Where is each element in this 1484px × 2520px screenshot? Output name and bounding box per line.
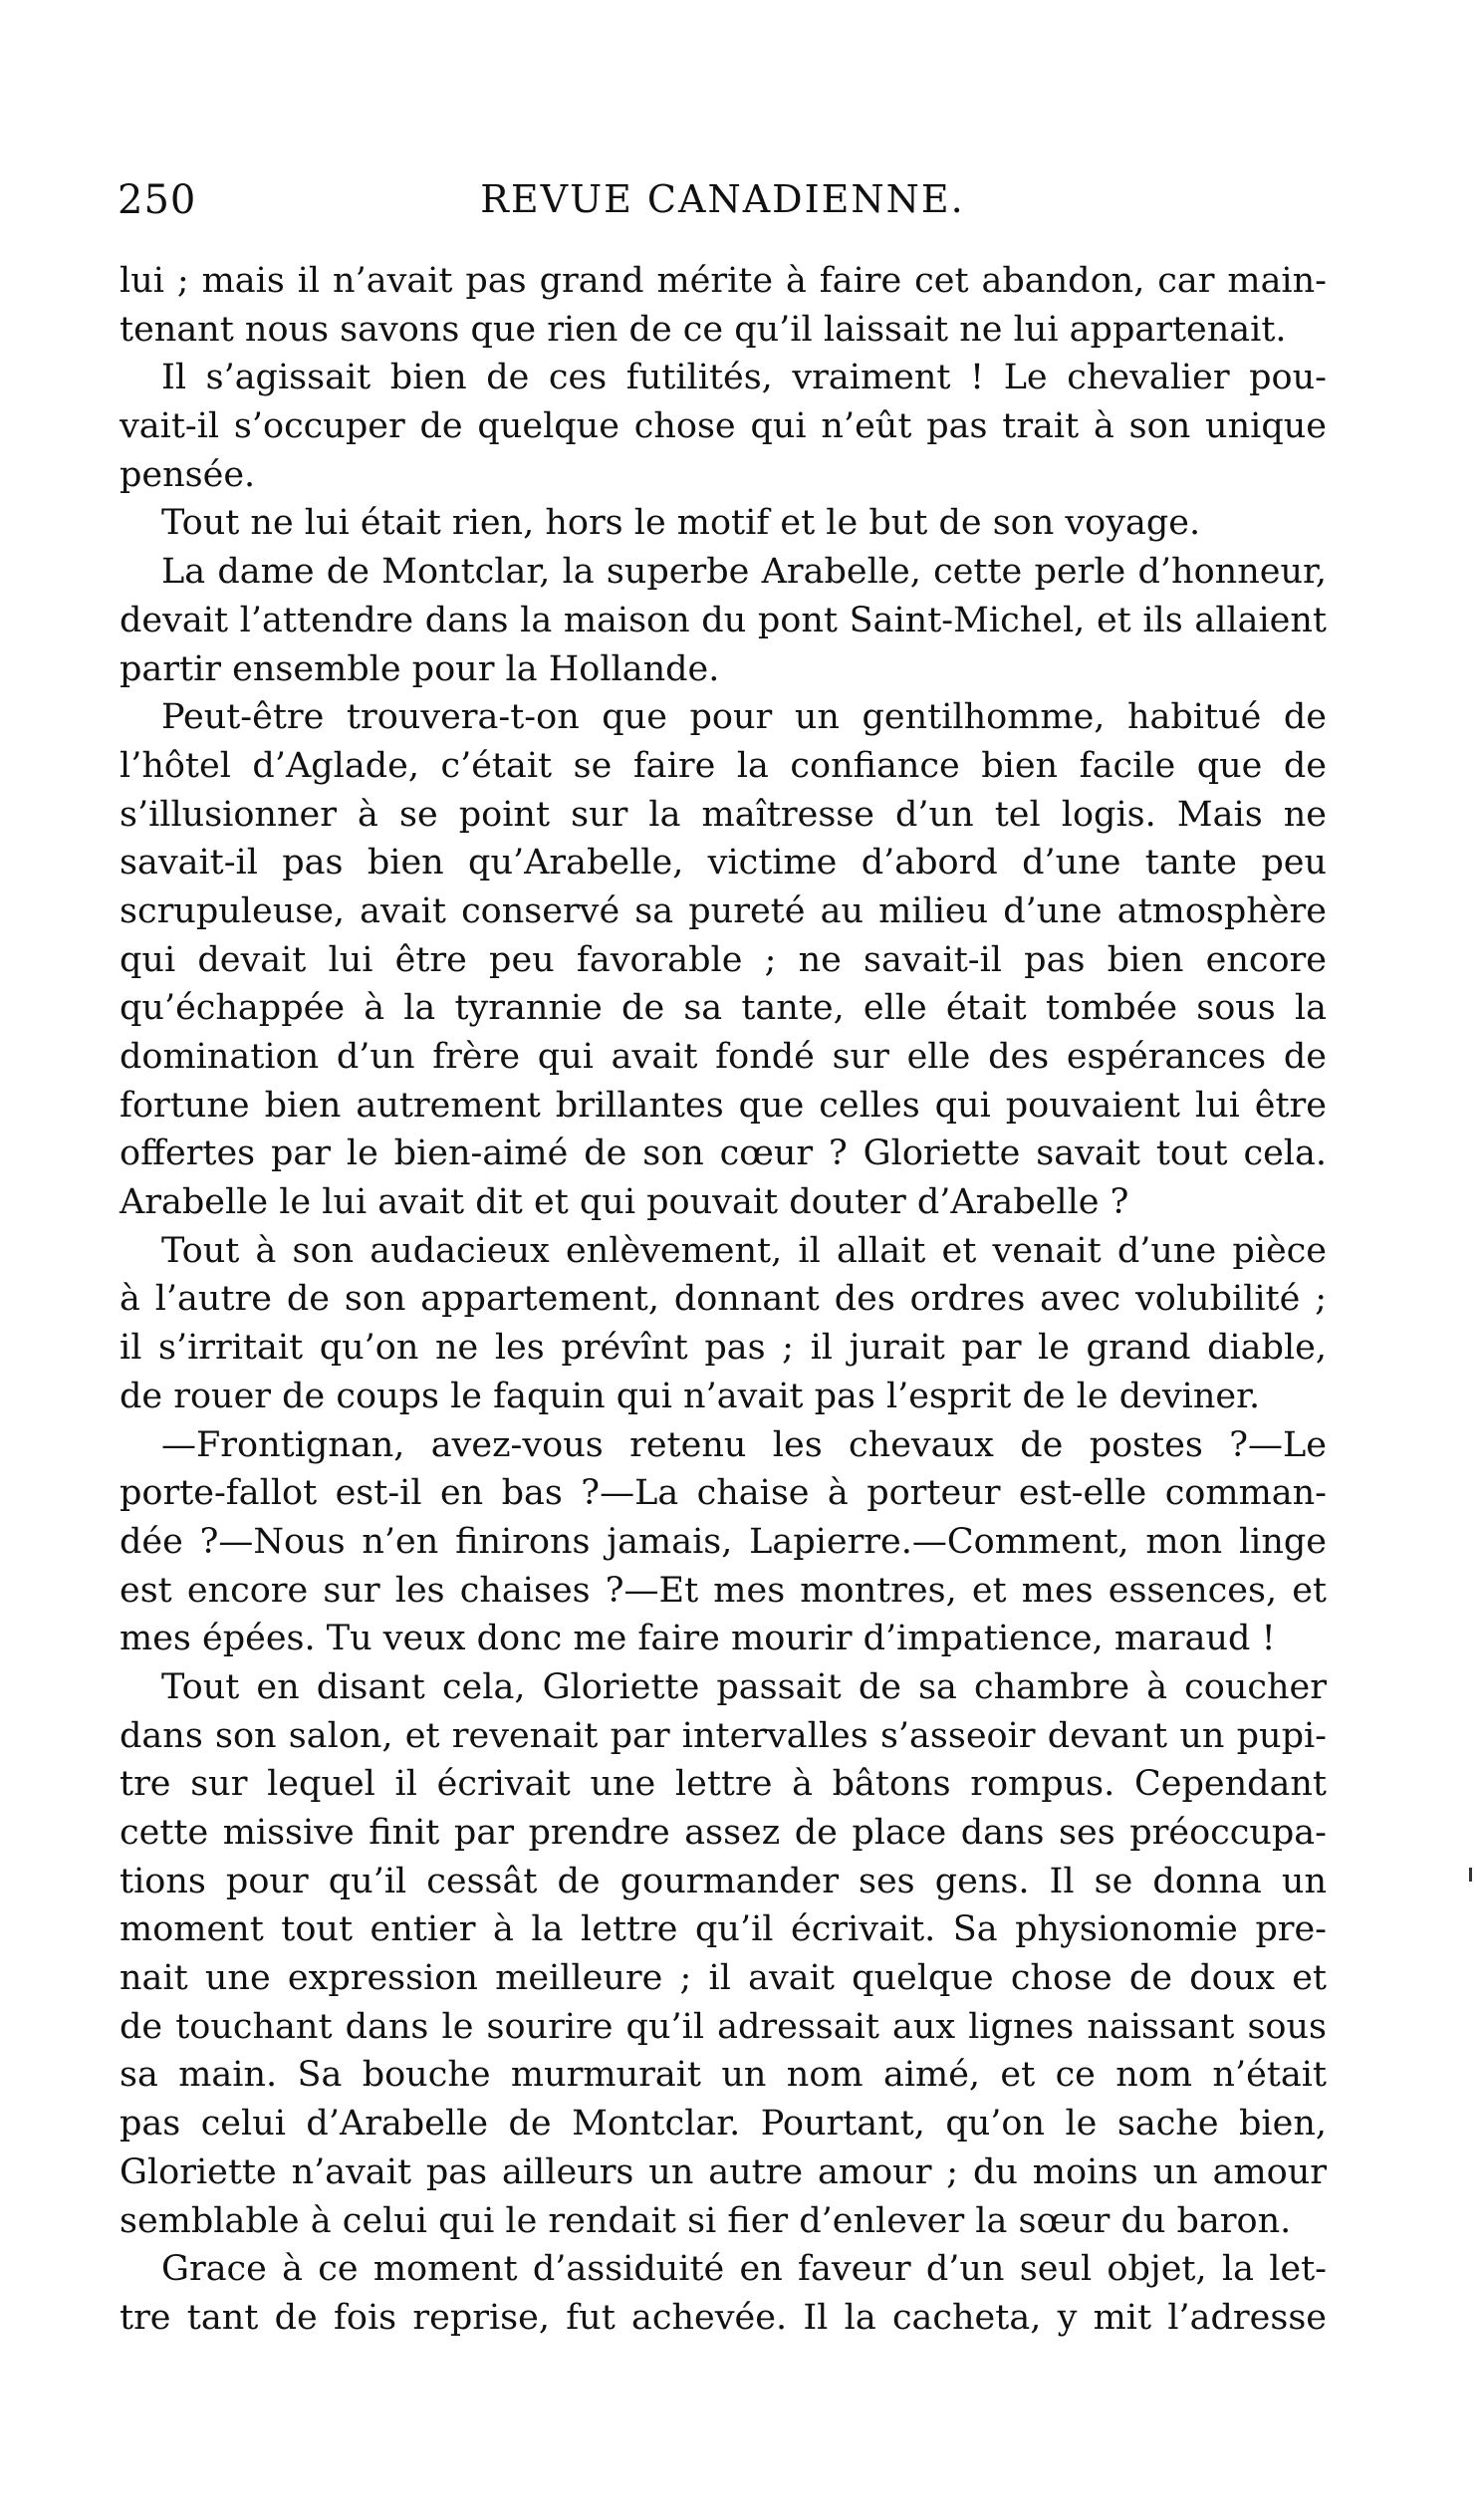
text-line: est encore sur les chaises ?—Et mes montres, et mes essences, et — [120, 1570, 1327, 1611]
text-line: offertes par le bien-aimé de son cœur ? Gloriette savait tout cela. — [120, 1134, 1327, 1174]
text-line: cette missive finit par prendre assez de place dans ses préoccupa- — [120, 1813, 1327, 1853]
text-line: Tout ne lui était rien, hors le motif et le but de son voyage. — [161, 503, 1201, 544]
paragraph — [120, 2245, 1327, 2342]
paragraph — [120, 548, 1327, 693]
paragraph — [120, 257, 1327, 354]
margin-mark — [1469, 1868, 1472, 1882]
text-line: semblable à celui qui le rendait si fier d’enlever la sœur du baron. — [120, 2200, 1292, 2241]
text-line: pensée. — [120, 454, 256, 495]
text-line: Tout à son audacieux enlèvement, il allait et venait d’une pièce — [161, 1230, 1327, 1271]
text-line: mes épées. Tu veux donc me faire mourir d’impatience, maraud ! — [120, 1619, 1276, 1659]
text-line: à l’autre de son appartement, donnant des ordres avec volubilité ; — [120, 1279, 1327, 1320]
text-line: devait l’attendre dans la maison du pont Saint-Michel, et ils allaient — [120, 600, 1327, 640]
text-line: vait-il s’occuper de quelque chose qui n’eût pas trait à son unique — [120, 406, 1327, 447]
text-line: qui devait lui être peu favorable ; ne savait-il pas bien encore — [120, 939, 1327, 980]
text-line: qu’échappée à la tyrannie de sa tante, elle était tombée sous la — [120, 988, 1327, 1029]
text-line: tenant nous savons que rien de ce qu’il laissait ne lui appartenait. — [120, 309, 1287, 350]
text-line: dans son salon, et revenait par intervalles s’asseoir devant un pupi- — [120, 1715, 1327, 1756]
text-line: tions pour qu’il cessât de gourmander ses gens. Il se donna un — [120, 1861, 1327, 1901]
paragraph — [120, 693, 1327, 1227]
running-head — [118, 177, 1328, 237]
text-line: domination d’un frère qui avait fondé sur elle des espérances de — [120, 1037, 1327, 1077]
text-line: lui ; mais il n’avait pas grand mérite à faire cet abandon, car main- — [120, 261, 1327, 301]
text-line: Grace à ce moment d’assiduité en faveur d’un seul objet, la let- — [161, 2249, 1327, 2290]
text-line: s’illusionner à se point sur la maîtresse d’un tel logis. Mais ne — [120, 794, 1327, 835]
paragraph — [120, 1227, 1327, 1421]
paragraph — [120, 499, 1327, 548]
text-line: savait-il pas bien qu’Arabelle, victime d’abord d’une tante peu — [120, 843, 1327, 883]
text-line: pas celui d’Arabelle de Montclar. Pourtant, qu’on le sache bien, — [120, 2104, 1327, 2144]
text-line: —Frontignan, avez-vous retenu les chevaux de postes ?—Le — [161, 1424, 1327, 1465]
body-text — [120, 257, 1327, 2343]
paragraph — [120, 354, 1327, 499]
journal-title: REVUE CANADIENNE. — [480, 177, 965, 221]
text-line: sa main. Sa bouche murmurait un nom aimé, et ce nom n’était — [120, 2055, 1327, 2096]
paragraph — [120, 1663, 1327, 2245]
text-line: moment tout entier à la lettre qu’il écrivait. Sa physionomie pre- — [120, 1909, 1327, 1950]
text-line: Peut-être trouvera-t-on que pour un gentilhomme, habitué de — [161, 697, 1327, 738]
text-line: l’hôtel d’Aglade, c’était se faire la confiance bien facile que de — [120, 745, 1327, 786]
text-line: La dame de Montclar, la superbe Arabelle, cette perle d’honneur, — [161, 552, 1327, 593]
text-line: fortune bien autrement brillantes que celles qui pouvaient lui être — [120, 1085, 1327, 1126]
text-line: Arabelle le lui avait dit et qui pouvait douter d’Arabelle ? — [120, 1182, 1129, 1223]
text-line: tre tant de fois reprise, fut achevée. Il la cacheta, y mit l’adresse — [120, 2297, 1327, 2338]
text-line: de touchant dans le sourire qu’il adressait aux lignes naissant sous — [120, 2006, 1327, 2047]
text-line: Il s’agissait bien de ces futilités, vraiment ! Le chevalier pou- — [161, 358, 1327, 398]
text-line: dée ?—Nous n’en finirons jamais, Lapierre.—Comment, mon linge — [120, 1521, 1327, 1562]
paragraph — [120, 1421, 1327, 1663]
text-line: porte-fallot est-il en bas ?—La chaise à porteur est-elle comman- — [120, 1473, 1327, 1514]
text-line: tre sur lequel il écrivait une lettre à bâtons rompus. Cependant — [120, 1764, 1327, 1805]
text-line: Gloriette n’avait pas ailleurs un autre amour ; du moins un amour — [120, 2151, 1327, 2192]
text-line: scrupuleuse, avait conservé sa pureté au milieu d’une atmosphère — [120, 890, 1327, 931]
text-line: il s’irritait qu’on ne les prévînt pas ; il jurait par le grand diable, — [120, 1328, 1327, 1369]
page-number: 250 — [118, 177, 197, 223]
text-line: de rouer de coups le faquin qui n’avait pas l’esprit de le deviner. — [120, 1376, 1261, 1416]
text-line: partir ensemble pour la Hollande. — [120, 648, 720, 689]
text-line: Tout en disant cela, Gloriette passait de sa chambre à coucher — [161, 1666, 1327, 1707]
text-line: nait une expression meilleure ; il avait quelque chose de doux et — [120, 1958, 1327, 1999]
